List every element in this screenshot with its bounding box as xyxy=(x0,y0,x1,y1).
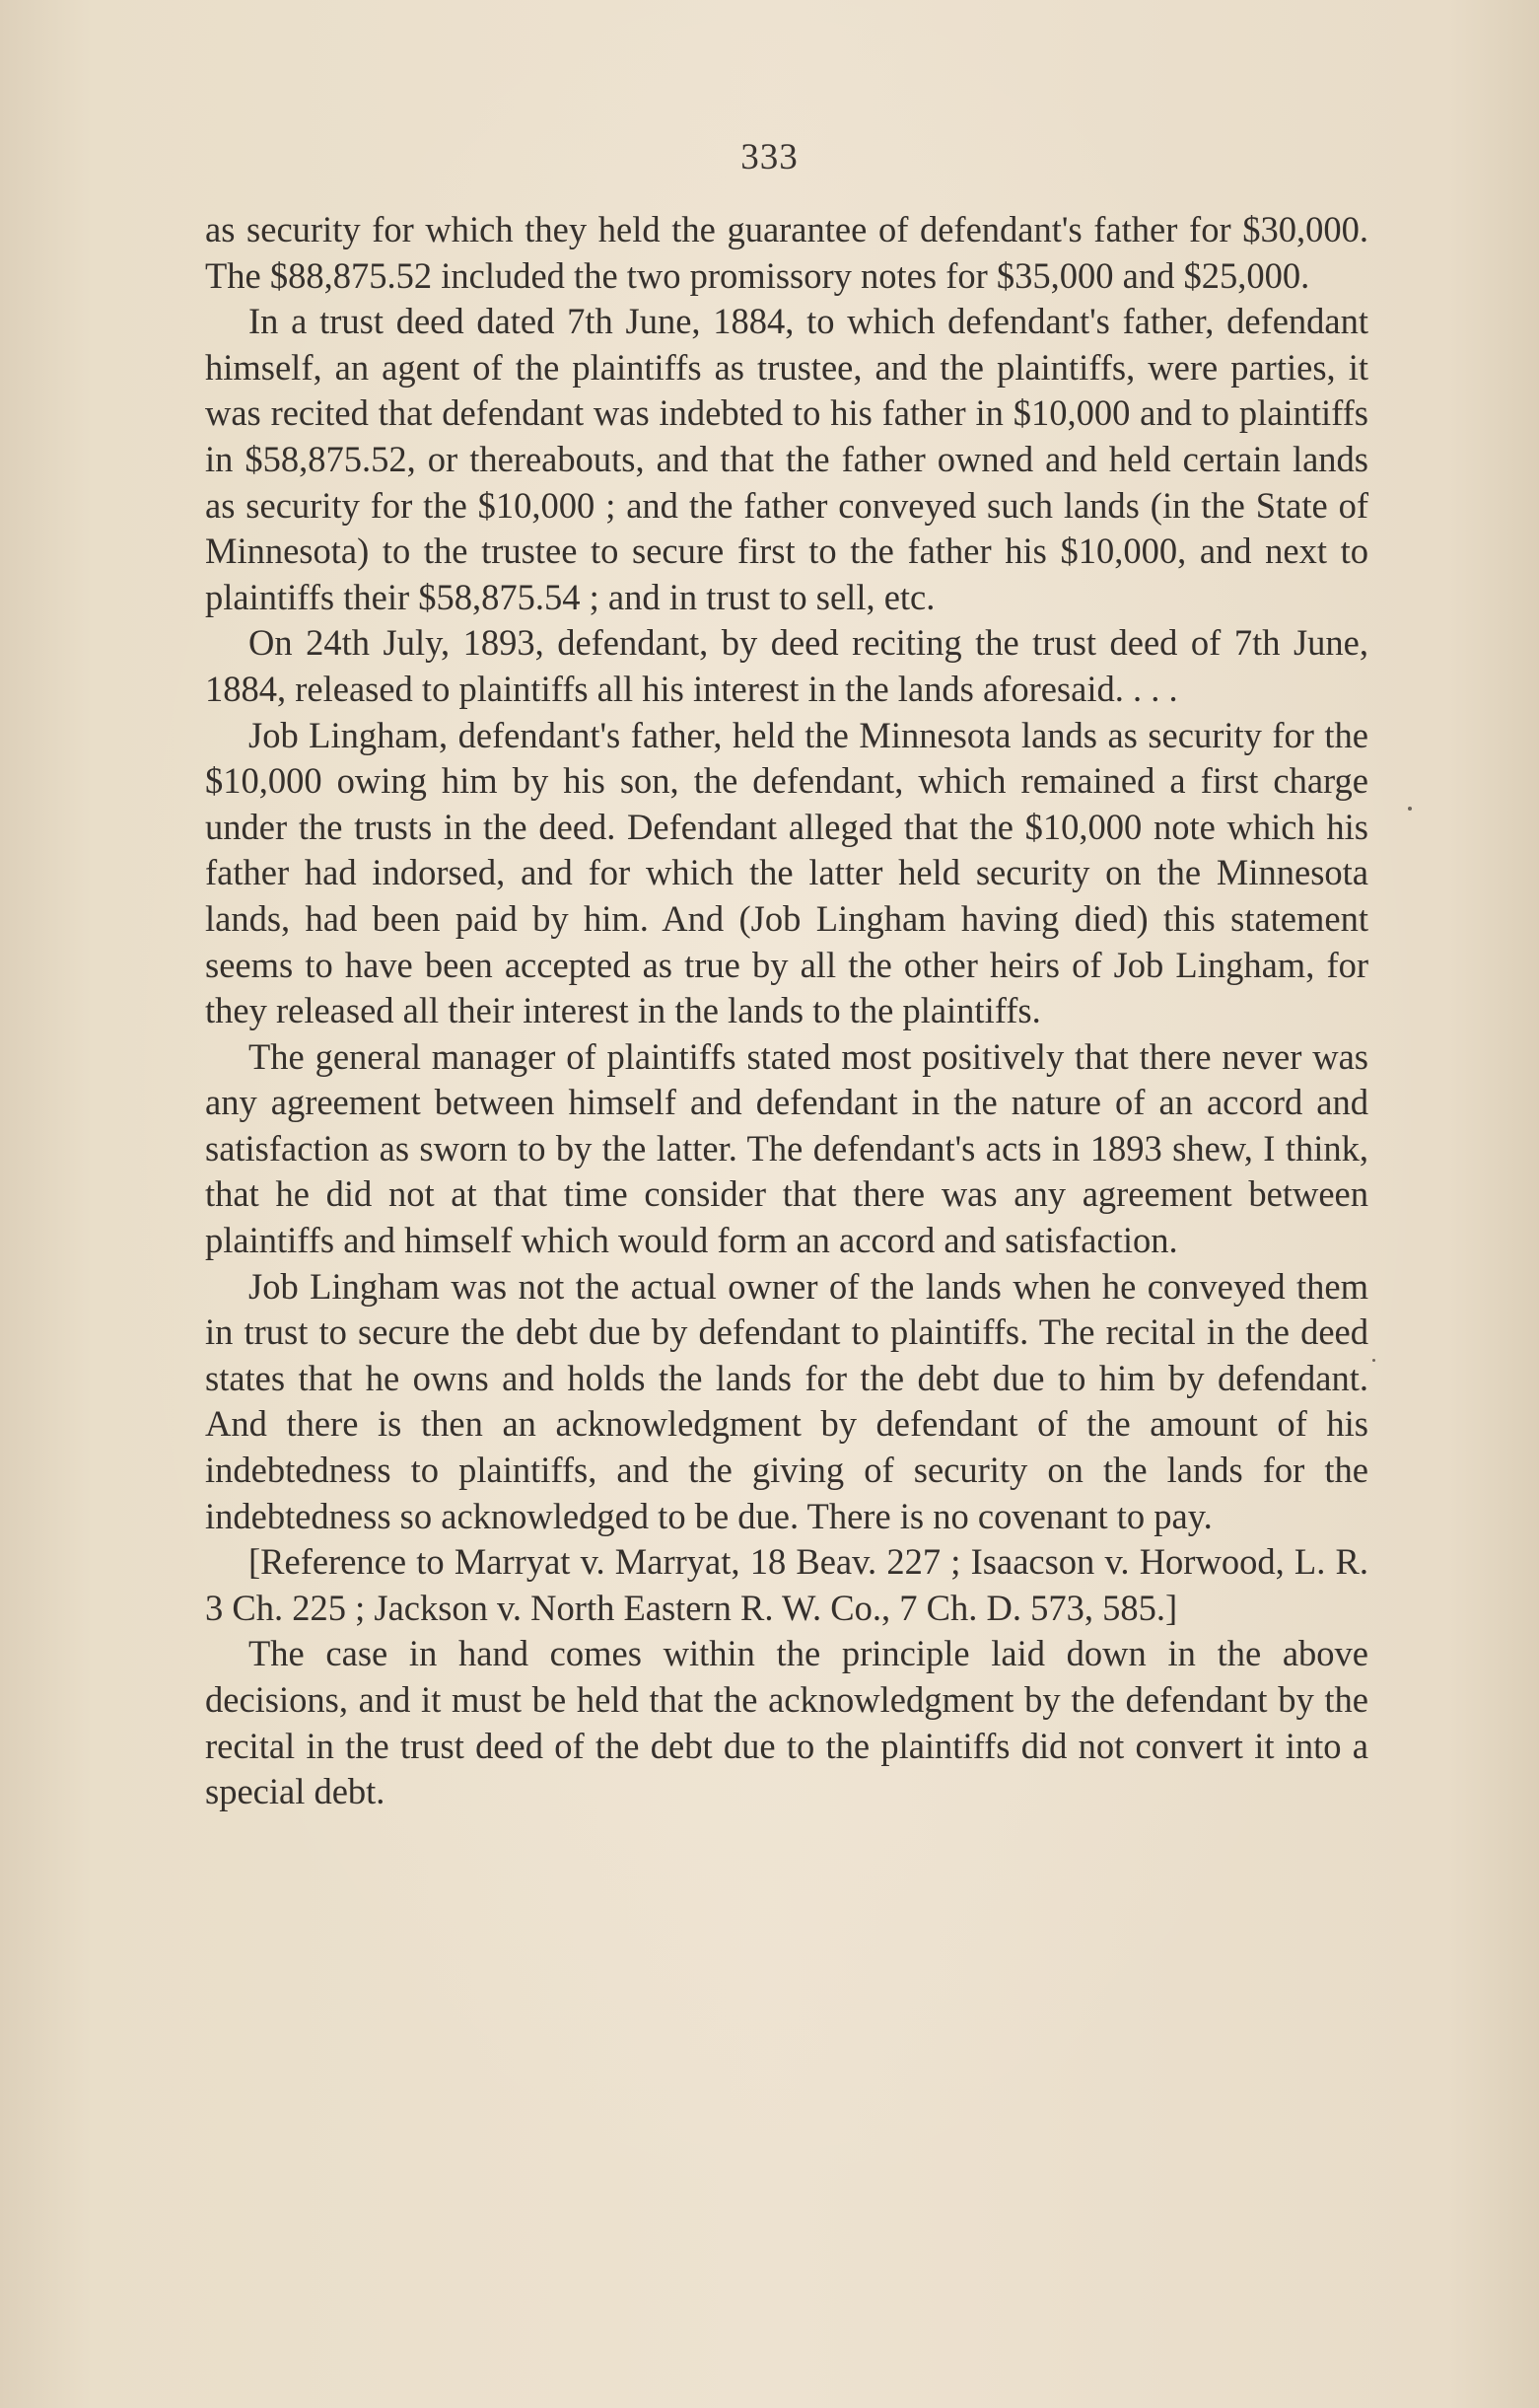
paragraph-continuation: as security for which they held the guarantee of defendant's father for $30,000. The $88,875.52 included the two promissory notes for $35,000 and $25,000. xyxy=(205,209,1368,296)
paragraph-references: [Reference to Marryat v. Marryat, 18 Beav. 227 ; Isaacson v. Horwood, L. R. 3 Ch. 225 ; Jackson v. North Eastern R. W. Co., 7 Ch. D. 573, 585.] xyxy=(205,1541,1368,1628)
paper-speck xyxy=(1372,1359,1375,1362)
paragraph-release: On 24th July, 1893, defendant, by deed reciting the trust deed of 7th June, 1884, released to plaintiffs all his interest in the lands aforesaid. . . . xyxy=(205,622,1368,709)
paragraph-trust-deed: In a trust deed dated 7th June, 1884, to which defendant's father, defendant himself, an agent of the plaintiffs as trustee, and the plaintiffs, were parties, it was recited that defendant was indebted to his father in $10,000 and to plaintiffs in $58,875.52, or thereabouts, and that the father owned and held certain lands as security for the $10,000 ; and the father conveyed such lands (in the State of Minnesota) to the trustee to secure first to the father his $10,000, and next to plaintiffs their $58,875.54 ; and in trust to sell, etc. xyxy=(205,301,1368,617)
paragraph-conclusion: The case in hand comes within the principle laid down in the above decisions, and it must be held that the acknowledgment by the defendant by the recital in the trust deed of the debt due to the plaintiffs did not convert it into a special debt. xyxy=(205,1633,1368,1812)
page-number: 333 xyxy=(740,137,799,177)
paragraph-general-manager: The general manager of plaintiffs stated most positively that there never was any agreement between himself and defendant in the nature of an accord and satisfaction as sworn to by the latter. The defendant's acts in 1893 shew, I think, that he did not at that time consider that there was any agreement between plaintiffs and himself which would form an accord and satisfaction. xyxy=(205,1035,1368,1261)
body-text xyxy=(205,207,1368,1815)
paragraph-job-lingham-security: Job Lingham, defendant's father, held the Minnesota lands as security for the $10,000 owing him by his son, the defendant, which remained a first charge under the trusts in the deed. Defendant alleged that the $10,000 note which his father had indorsed, and for which the latter held security on the Minnesota lands, had been paid by him. And (Job Lingham having died) this statement seems to have been accepted as true by all the other heirs of Job Lingham, for they released all their interest in the lands to the plaintiffs. xyxy=(205,714,1368,1031)
paragraph-actual-owner: Job Lingham was not the actual owner of the lands when he conveyed them in trust to secure the debt due by defendant to plaintiffs. The recital in the deed states that he owns and holds the lands for the debt due to him by defendant. And there is then an acknowledgment by defendant of the amount of his indebtedness to plaintiffs, and the giving of security on the lands for the indebtedness so acknowledged to be due. There is no covenant to pay. xyxy=(205,1265,1368,1536)
paper-speck xyxy=(1408,807,1412,811)
